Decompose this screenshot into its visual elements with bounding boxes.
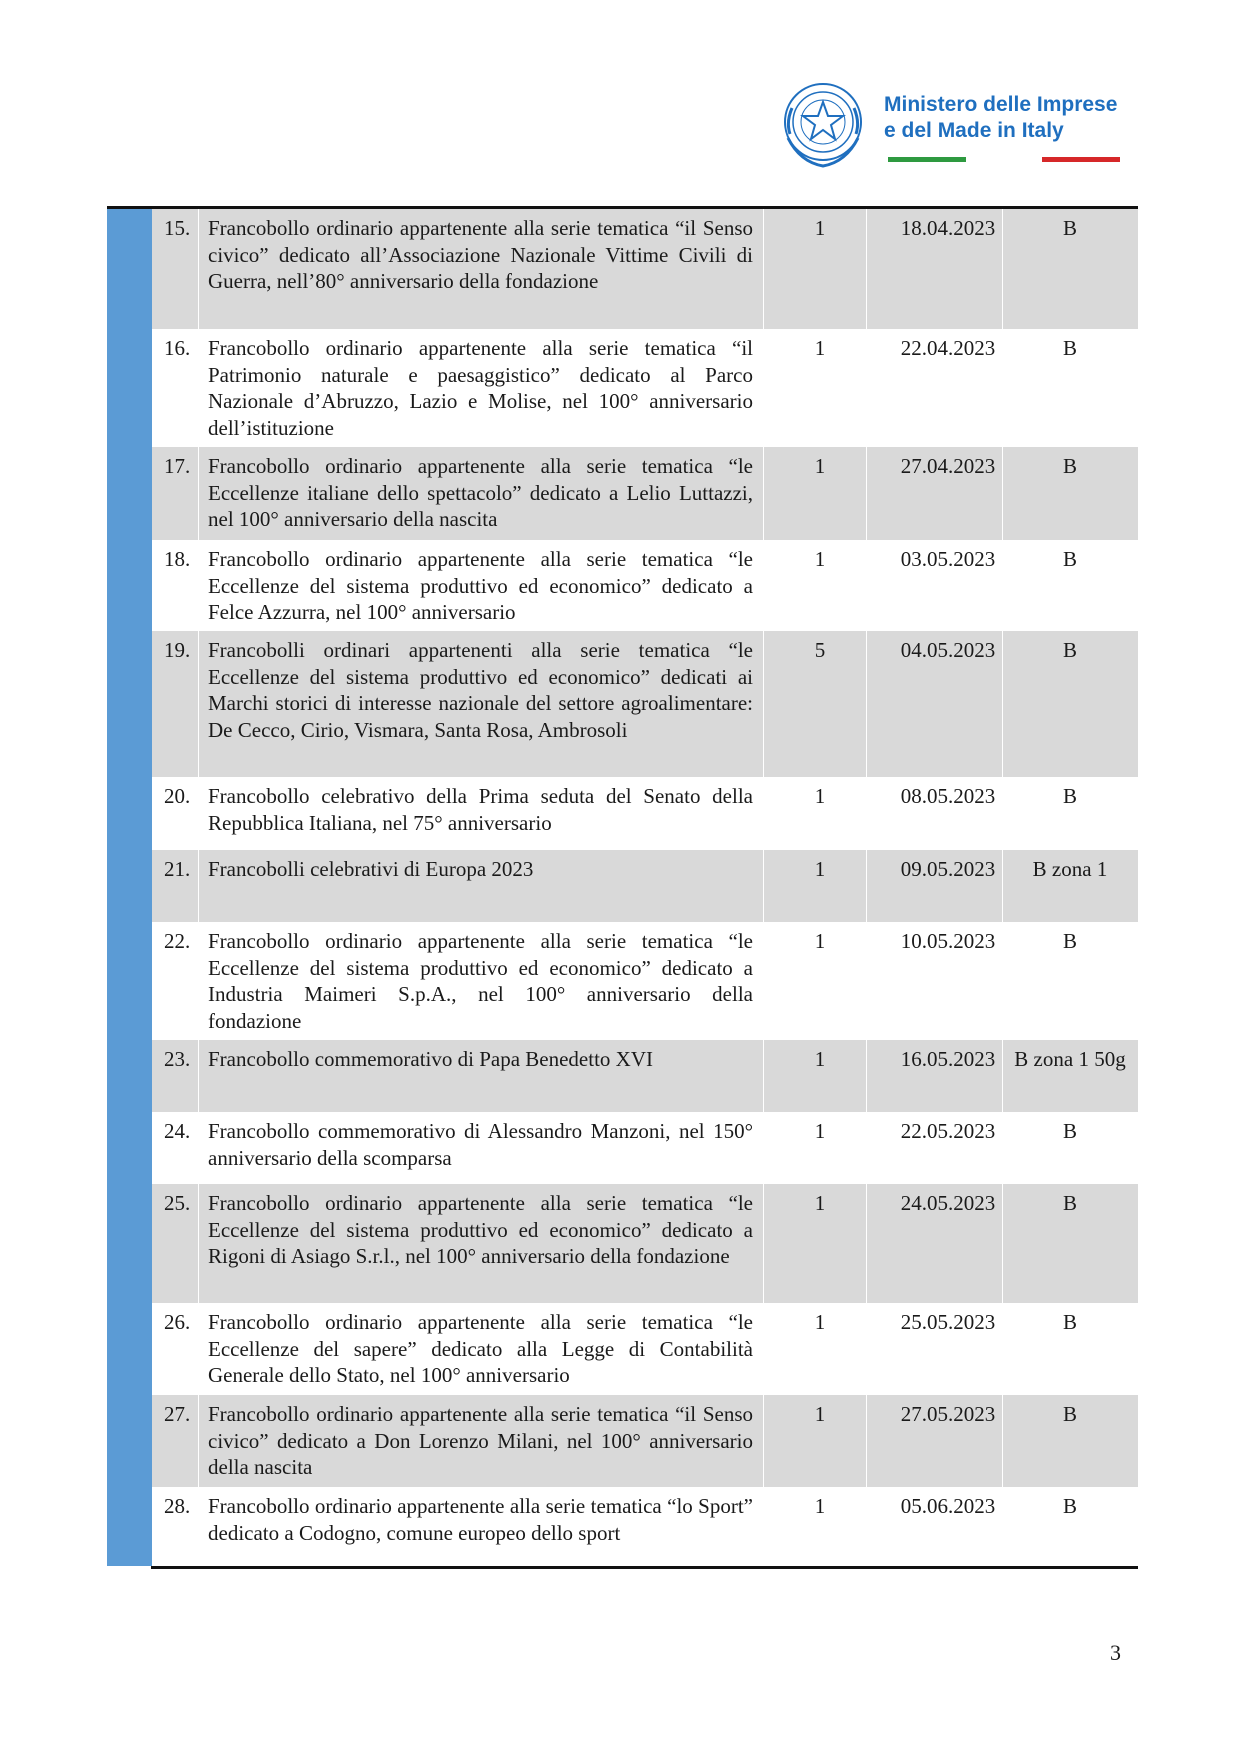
row-description: Francobollo commemorativo di Alessandro Manzoni, nel 150° anniversario della scomparsa	[208, 1119, 753, 1170]
table-row	[152, 1112, 1138, 1184]
row-description: Francobolli celebrativi di Europa 2023	[208, 857, 534, 881]
row-rate: B	[1062, 929, 1077, 953]
row-rate: B	[1062, 1119, 1077, 1143]
row-date: 03.05.2023	[900, 547, 996, 571]
row-description: Francobolli ordinari appartenenti alla serie tematica “le Eccellenze del sistema produttivo ed economico” dedicati ai Marchi storici di interesse nazionale del settore agroalimentare: De Cecco, Cirio, Vismara, Santa Rosa, Ambrosoli	[208, 638, 753, 742]
row-number: 25.	[164, 1191, 191, 1215]
row-date: 09.05.2023	[900, 857, 996, 881]
row-description: Francobollo ordinario appartenente alla serie tematica “il Senso civico” dedicato a Don Lorenzo Milani, nel 100° anniversario della nascita	[208, 1402, 753, 1479]
stamp-issues-table	[152, 209, 1138, 1566]
row-date: 25.05.2023	[900, 1310, 996, 1334]
row-quantity: 5	[814, 638, 826, 662]
ministry-logo	[780, 78, 1120, 178]
row-quantity: 1	[814, 454, 826, 478]
row-quantity: 1	[814, 784, 826, 808]
row-date: 27.04.2023	[900, 454, 996, 478]
row-number: 17.	[164, 454, 191, 478]
row-date: 04.05.2023	[900, 638, 996, 662]
row-number: 24.	[164, 1119, 191, 1143]
row-description: Francobollo ordinario appartenente alla serie tematica “le Eccellenze del sistema produttivo ed economico” dedicato a Industria Maimeri S.p.A., nel 100° anniversario della fondazione	[208, 929, 753, 1033]
row-quantity: 1	[814, 857, 826, 881]
table-row	[152, 1040, 1138, 1112]
row-date: 24.05.2023	[900, 1191, 996, 1215]
row-quantity: 1	[814, 336, 826, 360]
table-row	[152, 922, 1138, 1040]
flag-green-stripe	[888, 157, 966, 162]
row-date: 18.04.2023	[900, 216, 996, 240]
ministry-name-line-1: Ministero delle Imprese	[884, 93, 1118, 116]
row-quantity: 1	[814, 1310, 826, 1334]
row-rate: B	[1062, 1310, 1077, 1334]
row-rate: B	[1062, 547, 1077, 571]
row-description: Francobollo ordinario appartenente alla serie tematica “le Eccellenze del sistema produttivo ed economico” dedicato a Rigoni di Asiago S.r.l., nel 100° anniversario della fondazione	[208, 1191, 753, 1268]
row-date: 10.05.2023	[900, 929, 996, 953]
row-number: 21.	[164, 857, 191, 881]
row-rate: B	[1062, 216, 1077, 240]
table-row	[152, 209, 1138, 329]
table-row	[152, 777, 1138, 850]
row-number: 19.	[164, 638, 191, 662]
italian-republic-emblem-icon	[780, 78, 866, 174]
left-accent-bar	[107, 208, 152, 1566]
table-row	[152, 1184, 1138, 1303]
table-row	[152, 850, 1138, 922]
table-row	[152, 329, 1138, 447]
table-row	[152, 447, 1138, 540]
row-description: Francobollo ordinario appartenente alla serie tematica “il Patrimonio naturale e paesaggistico” dedicato al Parco Nazionale d’Abruzzo, Lazio e Molise, nel 100° anniversario dell’istituzione	[208, 336, 753, 440]
table-bottom-rule	[151, 1566, 1138, 1569]
ministry-name-line-2: e del Made in Italy	[884, 119, 1064, 142]
row-description: Francobollo ordinario appartenente alla serie tematica “il Senso civico” dedicato all’Associazione Nazionale Vittime Civili di Guerra, nell’80° anniversario della fondazione	[208, 216, 753, 293]
row-description: Francobollo ordinario appartenente alla serie tematica “le Eccellenze italiane dello spettacolo” dedicato a Lelio Luttazzi, nel 100° anniversario della nascita	[208, 454, 753, 531]
row-date: 22.05.2023	[900, 1119, 996, 1143]
row-description: Francobollo celebrativo della Prima seduta del Senato della Repubblica Italiana, nel 75° anniversario	[208, 784, 753, 835]
row-quantity: 1	[814, 1402, 826, 1426]
flag-red-stripe	[1042, 157, 1120, 162]
row-rate: B	[1062, 336, 1077, 360]
row-number: 23.	[164, 1047, 191, 1071]
ministry-name	[884, 92, 1117, 144]
row-rate: B	[1062, 638, 1077, 662]
row-rate: B	[1062, 1191, 1077, 1215]
row-number: 20.	[164, 784, 191, 808]
row-number: 26.	[164, 1310, 191, 1334]
row-description: Francobollo ordinario appartenente alla serie tematica “le Eccellenze del sistema produttivo ed economico” dedicato a Felce Azzurra, nel 100° anniversario	[208, 547, 753, 624]
row-rate: B	[1062, 1402, 1077, 1426]
row-description: Francobollo commemorativo di Papa Benedetto XVI	[208, 1047, 653, 1071]
row-quantity: 1	[814, 547, 826, 571]
table-row	[152, 1487, 1138, 1566]
table-row	[152, 1395, 1138, 1487]
row-date: 08.05.2023	[900, 784, 996, 808]
row-date: 16.05.2023	[900, 1047, 996, 1071]
row-rate: B zona 1 50g	[1014, 1047, 1126, 1071]
row-rate: B	[1062, 1494, 1077, 1518]
page-number: 3	[1110, 1640, 1121, 1665]
row-rate: B zona 1	[1032, 857, 1108, 881]
row-quantity: 1	[814, 1119, 826, 1143]
row-date: 27.05.2023	[900, 1402, 996, 1426]
row-rate: B	[1062, 454, 1077, 478]
table-row	[152, 631, 1138, 777]
row-quantity: 1	[814, 1494, 826, 1518]
row-number: 28.	[164, 1494, 191, 1518]
row-quantity: 1	[814, 1191, 826, 1215]
table-row	[152, 540, 1138, 631]
row-quantity: 1	[814, 1047, 826, 1071]
row-rate: B	[1062, 784, 1077, 808]
row-description: Francobollo ordinario appartenente alla serie tematica “le Eccellenze del sapere” dedicato alla Legge di Contabilità Generale dello Stato, nel 100° anniversario	[208, 1310, 753, 1387]
row-number: 27.	[164, 1402, 191, 1426]
row-quantity: 1	[814, 216, 826, 240]
table-row	[152, 1303, 1138, 1395]
row-date: 05.06.2023	[900, 1494, 996, 1518]
row-number: 18.	[164, 547, 191, 571]
row-number: 16.	[164, 336, 191, 360]
row-description: Francobollo ordinario appartenente alla serie tematica “lo Sport” dedicato a Codogno, comune europeo dello sport	[208, 1494, 753, 1545]
row-date: 22.04.2023	[900, 336, 996, 360]
row-number: 22.	[164, 929, 191, 953]
row-number: 15.	[164, 216, 191, 240]
row-quantity: 1	[814, 929, 826, 953]
